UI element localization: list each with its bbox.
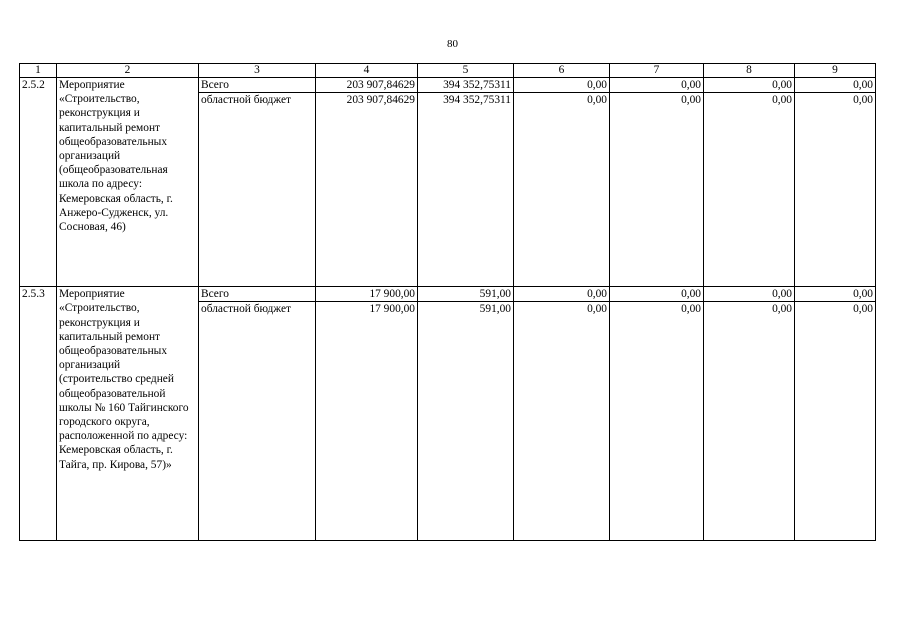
value-cell: 17 900,00 bbox=[316, 287, 418, 302]
column-header-1: 1 bbox=[20, 64, 57, 78]
value-cell: 0,00 bbox=[610, 302, 704, 541]
column-header-5: 5 bbox=[418, 64, 514, 78]
column-header-4: 4 bbox=[316, 64, 418, 78]
value-cell: 0,00 bbox=[704, 78, 795, 93]
value-cell: 0,00 bbox=[795, 287, 876, 302]
column-header-2: 2 bbox=[57, 64, 199, 78]
column-header-3: 3 bbox=[199, 64, 316, 78]
value-cell: 0,00 bbox=[795, 78, 876, 93]
column-header-9: 9 bbox=[795, 64, 876, 78]
value-cell: 0,00 bbox=[610, 78, 704, 93]
column-header-6: 6 bbox=[514, 64, 610, 78]
value-cell: 0,00 bbox=[514, 93, 610, 287]
value-cell: 0,00 bbox=[514, 287, 610, 302]
header-row bbox=[20, 64, 876, 78]
value-cell: 0,00 bbox=[704, 287, 795, 302]
value-cell: 17 900,00 bbox=[316, 302, 418, 541]
column-header-7: 7 bbox=[610, 64, 704, 78]
funding-source: Всего bbox=[199, 287, 316, 302]
value-cell: 203 907,84629 bbox=[316, 93, 418, 287]
value-cell: 0,00 bbox=[610, 93, 704, 287]
row-number: 2.5.3 bbox=[20, 287, 57, 541]
funding-source: областной бюджет bbox=[199, 302, 316, 541]
value-cell: 0,00 bbox=[514, 302, 610, 541]
funding-source: областной бюджет bbox=[199, 93, 316, 287]
row-number: 2.5.2 bbox=[20, 78, 57, 287]
value-cell: 394 352,75311 bbox=[418, 78, 514, 93]
value-cell: 0,00 bbox=[610, 287, 704, 302]
value-cell: 0,00 bbox=[704, 93, 795, 287]
table-row bbox=[20, 287, 876, 302]
value-cell: 203 907,84629 bbox=[316, 78, 418, 93]
activity-name: Мероприятие «Строительство, реконструкция и капитальный ремонт общеобразовательных организаций (строительство средней общеобразовательной школы № 160 Тайгинского городского округа, расположенной по адресу: Кемеровская область, г. Тайга, пр. Кирова, 57)» bbox=[57, 287, 199, 541]
table-row bbox=[20, 78, 876, 93]
value-cell: 591,00 bbox=[418, 287, 514, 302]
column-header-8: 8 bbox=[704, 64, 795, 78]
budget-table bbox=[19, 63, 876, 541]
value-cell: 0,00 bbox=[795, 302, 876, 541]
funding-source: Всего bbox=[199, 78, 316, 93]
value-cell: 0,00 bbox=[795, 93, 876, 287]
page-number: 80 bbox=[447, 38, 458, 50]
value-cell: 0,00 bbox=[704, 302, 795, 541]
value-cell: 0,00 bbox=[514, 78, 610, 93]
activity-name: Мероприятие «Строительство, реконструкция и капитальный ремонт общеобразовательных организаций (общеобразовательная школа по адресу: Кемеровская область, г. Анжеро-Судженск, ул. Сосновая, 46) bbox=[57, 78, 199, 287]
value-cell: 394 352,75311 bbox=[418, 93, 514, 287]
value-cell: 591,00 bbox=[418, 302, 514, 541]
